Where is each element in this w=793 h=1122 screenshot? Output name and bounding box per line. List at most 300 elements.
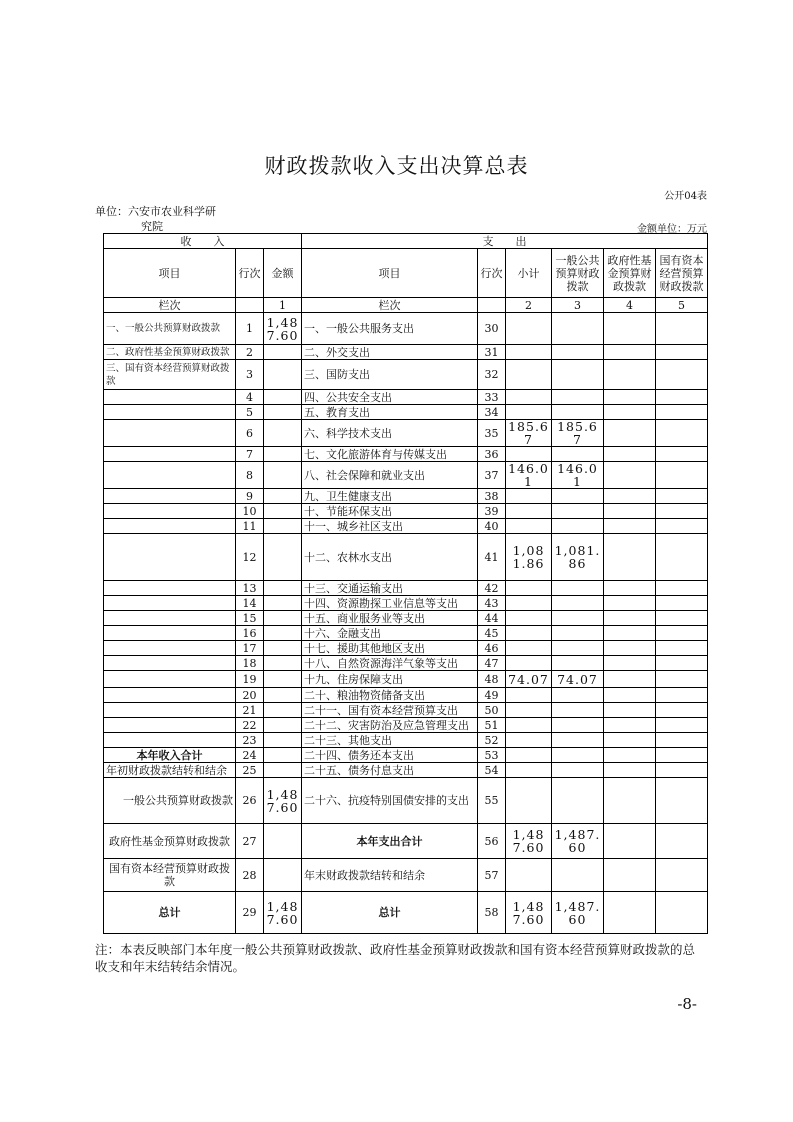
- income-item: [104, 596, 236, 611]
- gov-fund-amount: [604, 671, 656, 688]
- expense-item: 二、外交支出: [302, 345, 478, 360]
- income-amount: [264, 763, 302, 778]
- state-capital-amount: [656, 778, 708, 824]
- header-general-budget: 一般公共预算财政拨款: [552, 249, 604, 298]
- income-item: [104, 519, 236, 534]
- expense-row-no: 42: [478, 581, 506, 596]
- gov-fund-amount: [604, 519, 656, 534]
- expense-row-no: 36: [478, 447, 506, 462]
- expense-subtotal: 1,487.60: [506, 892, 552, 934]
- income-amount: [264, 671, 302, 688]
- header-row-sections: [104, 234, 708, 249]
- income-amount: [264, 824, 302, 859]
- income-item: 总计: [104, 892, 236, 934]
- income-row-no: 20: [236, 688, 264, 703]
- general-budget-amount: [552, 596, 604, 611]
- state-capital-amount: [656, 859, 708, 892]
- expense-item: 十四、资源勘探工业信息等支出: [302, 596, 478, 611]
- income-item: [104, 626, 236, 641]
- general-budget-amount: [552, 688, 604, 703]
- gov-fund-amount: [604, 656, 656, 671]
- expense-row-no: 44: [478, 611, 506, 626]
- expense-subtotal: [506, 641, 552, 656]
- expense-subtotal: 1,081.86: [506, 534, 552, 581]
- gov-fund-amount: [604, 420, 656, 447]
- expense-item: 二十三、其他支出: [302, 733, 478, 748]
- expense-subtotal: 146.01: [506, 462, 552, 489]
- income-amount: [264, 447, 302, 462]
- expense-item: 二十一、国有资本经营预算支出: [302, 703, 478, 718]
- income-item: [104, 656, 236, 671]
- expense-item: 总计: [302, 892, 478, 934]
- table-row: [104, 733, 708, 748]
- expense-subtotal: 1,487.60: [506, 824, 552, 859]
- gov-fund-amount: [604, 626, 656, 641]
- money-unit: 金额单位：万元: [637, 224, 707, 235]
- gov-fund-amount: [604, 345, 656, 360]
- state-capital-amount: [656, 892, 708, 934]
- income-item: 三、国有资本经营预算财政拨款: [104, 360, 236, 390]
- gov-fund-amount: [604, 313, 656, 345]
- expense-row-no: 38: [478, 489, 506, 504]
- gov-fund-amount: [604, 489, 656, 504]
- income-amount: [264, 748, 302, 763]
- income-amount: [264, 581, 302, 596]
- gov-fund-amount: [604, 641, 656, 656]
- income-amount: [264, 462, 302, 489]
- state-capital-amount: [656, 763, 708, 778]
- income-amount: 1,487.60: [264, 892, 302, 934]
- expense-subtotal: 74.07: [506, 671, 552, 688]
- state-capital-amount: [656, 504, 708, 519]
- gov-fund-amount: [604, 778, 656, 824]
- income-row-no: 3: [236, 360, 264, 390]
- table-row: [104, 748, 708, 763]
- general-budget-amount: [552, 611, 604, 626]
- expense-subtotal: [506, 703, 552, 718]
- income-row-no: 25: [236, 763, 264, 778]
- general-budget-amount: 1,081.86: [552, 534, 604, 581]
- general-budget-amount: [552, 447, 604, 462]
- state-capital-amount: [656, 641, 708, 656]
- expense-subtotal: [506, 718, 552, 733]
- state-capital-amount: [656, 596, 708, 611]
- expense-subtotal: [506, 859, 552, 892]
- expense-subtotal: [506, 390, 552, 405]
- income-amount: [264, 733, 302, 748]
- income-amount: [264, 504, 302, 519]
- expense-item: 一、一般公共服务支出: [302, 313, 478, 345]
- income-item: [104, 462, 236, 489]
- income-amount: [264, 489, 302, 504]
- general-budget-amount: [552, 504, 604, 519]
- income-row-no: 12: [236, 534, 264, 581]
- income-item: [104, 489, 236, 504]
- general-budget-amount: [552, 859, 604, 892]
- income-row-no: 13: [236, 581, 264, 596]
- gov-fund-amount: [604, 733, 656, 748]
- income-item: [104, 671, 236, 688]
- expense-item: 十九、住房保障支出: [302, 671, 478, 688]
- general-budget-amount: 1,487.60: [552, 892, 604, 934]
- income-item: [104, 405, 236, 420]
- income-item: 政府性基金预算财政拨款: [104, 824, 236, 859]
- income-row-no: 5: [236, 405, 264, 420]
- general-budget-amount: [552, 703, 604, 718]
- expense-row-no: 35: [478, 420, 506, 447]
- expense-item: 十八、自然资源海洋气象等支出: [302, 656, 478, 671]
- income-amount: [264, 420, 302, 447]
- table-row: [104, 313, 708, 345]
- expense-row-no: 31: [478, 345, 506, 360]
- expense-subtotal: [506, 688, 552, 703]
- table-row: [104, 626, 708, 641]
- expense-subtotal: [506, 504, 552, 519]
- expense-row-no: 56: [478, 824, 506, 859]
- general-budget-amount: [552, 313, 604, 345]
- expense-row-no: 33: [478, 390, 506, 405]
- income-row-no: 16: [236, 626, 264, 641]
- income-row-no: 21: [236, 703, 264, 718]
- income-amount: [264, 596, 302, 611]
- income-row-no: 29: [236, 892, 264, 934]
- expense-item: 二十四、债务还本支出: [302, 748, 478, 763]
- expense-subtotal: [506, 611, 552, 626]
- gov-fund-amount: [604, 405, 656, 420]
- income-row-no: 15: [236, 611, 264, 626]
- table-row: [104, 778, 708, 824]
- expense-subtotal: [506, 489, 552, 504]
- unit-label-continued: 究院: [141, 220, 163, 233]
- table-row: [104, 688, 708, 703]
- general-budget-amount: 74.07: [552, 671, 604, 688]
- expense-item: 九、卫生健康支出: [302, 489, 478, 504]
- table-row: [104, 763, 708, 778]
- expense-row-no: 57: [478, 859, 506, 892]
- header-row-columns: [104, 249, 708, 298]
- header-income-item: 项目: [104, 249, 236, 298]
- general-budget-amount: [552, 718, 604, 733]
- income-row-no: 19: [236, 671, 264, 688]
- table-row: [104, 447, 708, 462]
- expense-item: 二十二、灾害防治及应急管理支出: [302, 718, 478, 733]
- expense-item: 十一、城乡社区支出: [302, 519, 478, 534]
- expense-row-no: 39: [478, 504, 506, 519]
- col-label: 栏次: [104, 298, 236, 313]
- general-budget-amount: [552, 581, 604, 596]
- income-amount: [264, 688, 302, 703]
- table-row: [104, 420, 708, 447]
- expense-subtotal: [506, 581, 552, 596]
- income-amount: [264, 405, 302, 420]
- expense-row-no: 54: [478, 763, 506, 778]
- state-capital-amount: [656, 611, 708, 626]
- table-row: [104, 345, 708, 360]
- state-capital-amount: [656, 748, 708, 763]
- state-capital-amount: [656, 313, 708, 345]
- income-section-header: 收 入: [104, 234, 302, 249]
- table-row: [104, 504, 708, 519]
- state-capital-amount: [656, 405, 708, 420]
- col-number-2: 2: [506, 298, 552, 313]
- expense-subtotal: [506, 519, 552, 534]
- expense-row-no: 55: [478, 778, 506, 824]
- gov-fund-amount: [604, 504, 656, 519]
- income-row-no: 18: [236, 656, 264, 671]
- header-income-row-no: 行次: [236, 249, 264, 298]
- income-amount: [264, 656, 302, 671]
- income-item: [104, 611, 236, 626]
- col-number-5: 5: [656, 298, 708, 313]
- header-expense-row-no: 行次: [478, 249, 506, 298]
- col-number-4: 4: [604, 298, 656, 313]
- income-row-no: 10: [236, 504, 264, 519]
- table-row: [104, 462, 708, 489]
- income-item: 本年收入合计: [104, 748, 236, 763]
- income-amount: [264, 718, 302, 733]
- income-row-no: 1: [236, 313, 264, 345]
- expense-subtotal: [506, 778, 552, 824]
- state-capital-amount: [656, 345, 708, 360]
- expense-row-no: 58: [478, 892, 506, 934]
- expense-row-no: 34: [478, 405, 506, 420]
- expense-item: 十、节能环保支出: [302, 504, 478, 519]
- expense-subtotal: [506, 405, 552, 420]
- header-gov-fund: 政府性基金预算财政拨款: [604, 249, 656, 298]
- income-amount: 1,487.60: [264, 313, 302, 345]
- income-row-no: 27: [236, 824, 264, 859]
- expense-row-no: 41: [478, 534, 506, 581]
- general-budget-amount: [552, 641, 604, 656]
- table-row: [104, 596, 708, 611]
- state-capital-amount: [656, 462, 708, 489]
- gov-fund-amount: [604, 462, 656, 489]
- table-row: [104, 718, 708, 733]
- general-budget-amount: [552, 390, 604, 405]
- income-row-no: 24: [236, 748, 264, 763]
- general-budget-amount: [552, 519, 604, 534]
- expense-item: 六、科学技术支出: [302, 420, 478, 447]
- expense-item: 本年支出合计: [302, 824, 478, 859]
- expense-row-no: 51: [478, 718, 506, 733]
- expense-item: 年末财政拨款结转和结余: [302, 859, 478, 892]
- income-row-no: 17: [236, 641, 264, 656]
- expense-item: 四、公共安全支出: [302, 390, 478, 405]
- income-amount: [264, 345, 302, 360]
- income-row-no: 9: [236, 489, 264, 504]
- income-amount: 1,487.60: [264, 778, 302, 824]
- report-title: 财政拨款收入支出决算总表: [264, 154, 529, 178]
- state-capital-amount: [656, 581, 708, 596]
- income-item: [104, 718, 236, 733]
- gov-fund-amount: [604, 703, 656, 718]
- general-budget-amount: 146.01: [552, 462, 604, 489]
- general-budget-amount: [552, 405, 604, 420]
- income-item: [104, 420, 236, 447]
- state-capital-amount: [656, 671, 708, 688]
- expense-row-no: 48: [478, 671, 506, 688]
- general-budget-amount: 185.67: [552, 420, 604, 447]
- income-item: 国有资本经营预算财政拨款: [104, 859, 236, 892]
- gov-fund-amount: [604, 892, 656, 934]
- table-row: [104, 892, 708, 934]
- income-item: 一般公共预算财政拨款: [104, 778, 236, 824]
- gov-fund-amount: [604, 390, 656, 405]
- table-row: [104, 656, 708, 671]
- expense-subtotal: [506, 733, 552, 748]
- general-budget-amount: [552, 345, 604, 360]
- expense-item: 二十五、债务付息支出: [302, 763, 478, 778]
- header-subtotal: 小计: [506, 249, 552, 298]
- state-capital-amount: [656, 824, 708, 859]
- income-item: 一、一般公共预算财政拨款: [104, 313, 236, 345]
- income-item: [104, 733, 236, 748]
- col-number-3: 3: [552, 298, 604, 313]
- general-budget-amount: [552, 733, 604, 748]
- income-item: [104, 534, 236, 581]
- income-row-no: 2: [236, 345, 264, 360]
- expense-item: 十五、商业服务业等支出: [302, 611, 478, 626]
- general-budget-amount: [552, 763, 604, 778]
- income-item: [104, 447, 236, 462]
- expense-item: 十七、援助其他地区支出: [302, 641, 478, 656]
- expense-subtotal: [506, 360, 552, 390]
- table-row: [104, 390, 708, 405]
- income-item: [104, 688, 236, 703]
- header-state-capital: 国有资本经营预算财政拨款: [656, 249, 708, 298]
- state-capital-amount: [656, 703, 708, 718]
- income-amount: [264, 859, 302, 892]
- income-row-no: 26: [236, 778, 264, 824]
- income-amount: [264, 626, 302, 641]
- state-capital-amount: [656, 390, 708, 405]
- page-number: -8-: [677, 995, 697, 1013]
- income-amount: [264, 390, 302, 405]
- table-row: [104, 360, 708, 390]
- income-item: 二、政府性基金预算财政拨款: [104, 345, 236, 360]
- income-row-no: 6: [236, 420, 264, 447]
- income-row-no: 7: [236, 447, 264, 462]
- general-budget-amount: [552, 748, 604, 763]
- state-capital-amount: [656, 688, 708, 703]
- gov-fund-amount: [604, 748, 656, 763]
- income-amount: [264, 519, 302, 534]
- gov-fund-amount: [604, 534, 656, 581]
- expense-row-no: 47: [478, 656, 506, 671]
- expense-row-no: 40: [478, 519, 506, 534]
- state-capital-amount: [656, 626, 708, 641]
- table-row: [104, 611, 708, 626]
- form-code: 公开04表: [664, 191, 707, 202]
- income-amount: [264, 641, 302, 656]
- expense-subtotal: [506, 447, 552, 462]
- general-budget-amount: [552, 626, 604, 641]
- table-row: [104, 489, 708, 504]
- header-income-amount: 金额: [264, 249, 302, 298]
- income-item: [104, 390, 236, 405]
- income-item: 年初财政拨款结转和结余: [104, 763, 236, 778]
- income-amount: [264, 611, 302, 626]
- table-row: [104, 534, 708, 581]
- income-row-no: 28: [236, 859, 264, 892]
- expense-row-no: 43: [478, 596, 506, 611]
- expense-item: 三、国防支出: [302, 360, 478, 390]
- table-row: [104, 859, 708, 892]
- expense-item: 二十六、抗疫特别国债安排的支出: [302, 778, 478, 824]
- table-row: [104, 671, 708, 688]
- gov-fund-amount: [604, 447, 656, 462]
- expense-subtotal: 185.67: [506, 420, 552, 447]
- expense-row-no: 53: [478, 748, 506, 763]
- income-row-no: 11: [236, 519, 264, 534]
- expense-row-no: 45: [478, 626, 506, 641]
- expense-row-no: 50: [478, 703, 506, 718]
- expense-row-no: 32: [478, 360, 506, 390]
- income-row-no: 14: [236, 596, 264, 611]
- gov-fund-amount: [604, 859, 656, 892]
- gov-fund-amount: [604, 688, 656, 703]
- header-row-col-numbers: [104, 298, 708, 313]
- expense-subtotal: [506, 596, 552, 611]
- state-capital-amount: [656, 447, 708, 462]
- expense-item: 七、文化旅游体育与传媒支出: [302, 447, 478, 462]
- table-row: [104, 405, 708, 420]
- gov-fund-amount: [604, 581, 656, 596]
- expense-subtotal: [506, 748, 552, 763]
- header-expense-item: 项目: [302, 249, 478, 298]
- state-capital-amount: [656, 718, 708, 733]
- income-amount: [264, 360, 302, 390]
- table-row: [104, 519, 708, 534]
- table-note: 注：本表反映部门本年度一般公共预算财政拨款、政府性基金预算财政拨款和国有资本经营预算财政拨款的总收支和年末结转结余情况。: [95, 942, 696, 974]
- gov-fund-amount: [604, 763, 656, 778]
- income-row-no: 8: [236, 462, 264, 489]
- state-capital-amount: [656, 420, 708, 447]
- expense-row-no: 49: [478, 688, 506, 703]
- col-number-1: 1: [264, 298, 302, 313]
- general-budget-amount: [552, 778, 604, 824]
- income-amount: [264, 534, 302, 581]
- state-capital-amount: [656, 360, 708, 390]
- expense-item: 五、教育支出: [302, 405, 478, 420]
- income-item: [104, 641, 236, 656]
- income-row-no: 23: [236, 733, 264, 748]
- income-row-no: 22: [236, 718, 264, 733]
- expense-subtotal: [506, 345, 552, 360]
- income-amount: [264, 703, 302, 718]
- expense-row-no: 30: [478, 313, 506, 345]
- expense-section-header: 支 出: [302, 234, 708, 249]
- expense-subtotal: [506, 313, 552, 345]
- income-row-no: 4: [236, 390, 264, 405]
- state-capital-amount: [656, 489, 708, 504]
- expense-item: 二十、粮油物资储备支出: [302, 688, 478, 703]
- state-capital-amount: [656, 534, 708, 581]
- expense-row-no: 46: [478, 641, 506, 656]
- expense-row-no: 52: [478, 733, 506, 748]
- state-capital-amount: [656, 733, 708, 748]
- table-row: [104, 703, 708, 718]
- general-budget-amount: 1,487.60: [552, 824, 604, 859]
- state-capital-amount: [656, 519, 708, 534]
- unit-label: 单位：六安市农业科学研: [95, 205, 216, 218]
- table-row: [104, 824, 708, 859]
- expense-item: 十三、交通运输支出: [302, 581, 478, 596]
- general-budget-amount: [552, 360, 604, 390]
- expense-row-no: 37: [478, 462, 506, 489]
- gov-fund-amount: [604, 824, 656, 859]
- expense-subtotal: [506, 626, 552, 641]
